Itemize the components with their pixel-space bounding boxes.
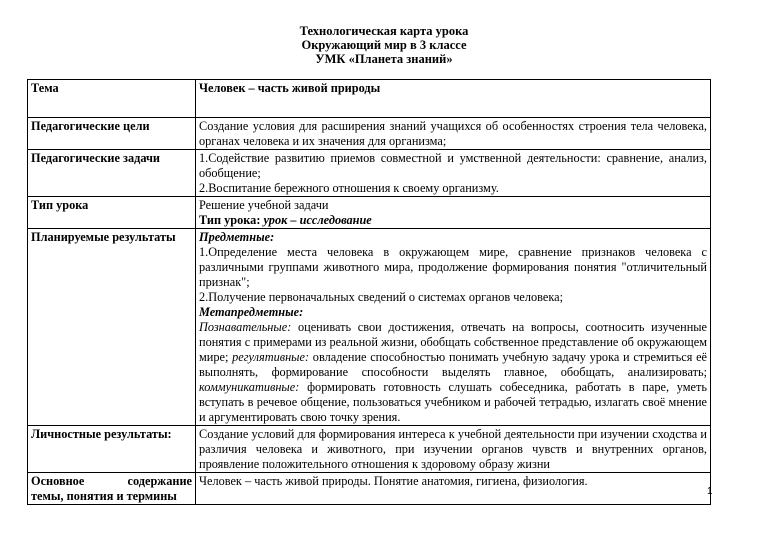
communicative-text: формировать готовность слушать собеседника, работать в паре, уметь вступать в речевое общение, пользоваться учебником и рабочей тетрадью, излагать своё мнение и аргументировать свою точку зрения. — [199, 380, 707, 424]
cognitive-label: Познавательные: — [199, 320, 292, 334]
personal-results-value: Создание условий для формирования интереса к учебной деятельности при изучении сходства и различия человека и животного, при изучении органов чувств и внутренних органов, проявление положительного отношения к здоровому образу жизни — [196, 426, 711, 473]
header-umk: УМК «Планета знаний» — [315, 52, 453, 66]
page-number: 1 — [707, 486, 713, 497]
content-label-line-1 — [31, 474, 192, 489]
cognitive-text: оценивать свои достижения, отвечать на вопросы, соотносить изученные понятия с примерами из реальной жизни, обобщать собственное представление об окружающем мире; — [199, 320, 707, 364]
topic-label: Тема — [28, 80, 196, 118]
tasks-label: Педагогические задачи — [28, 150, 196, 197]
goals-value: Создание условия для расширения знаний учащихся об особенностях строения тела человека, органах человека и их значения для организма; — [196, 118, 711, 150]
communicative-label: коммуникативные: — [199, 380, 300, 394]
meta-results-heading: Метапредметные: — [199, 305, 304, 319]
document-header — [0, 24, 768, 66]
lesson-type-kind: урок – исследование — [263, 213, 372, 227]
tasks-item-1: 1.Содействие развитию приемов совместной и умственной деятельности: сравнение, анализ, обобщение; — [199, 151, 707, 180]
content-label — [28, 473, 196, 505]
topic-value: Человек – часть живой природы — [196, 80, 711, 118]
content-label-word-2: содержание — [127, 474, 192, 488]
lesson-type-value — [196, 197, 711, 229]
table-row-personal-results — [28, 426, 711, 473]
table-row-tasks — [28, 150, 711, 197]
tasks-item-2: 2.Воспитание бережного отношения к своему организму. — [199, 181, 499, 195]
planned-results-label: Планируемые результаты — [28, 229, 196, 426]
table-row-topic — [28, 80, 711, 118]
table-row-content — [28, 473, 711, 505]
table-row-goals — [28, 118, 711, 150]
subject-results-heading: Предметные: — [199, 230, 275, 244]
tasks-value — [196, 150, 711, 197]
table-row-planned-results — [28, 229, 711, 426]
meta-results-text — [199, 320, 707, 425]
regulative-text: овладение способностью понимать учебную задачу урока и стремиться её выполнять, формирование способности выделять главное, обобщать, анализировать; — [199, 350, 708, 379]
personal-results-label: Личностные результаты: — [28, 426, 196, 473]
lesson-type-subtitle: Тип урока: — [199, 213, 261, 227]
table-row-lesson-type — [28, 197, 711, 229]
planned-results-value — [196, 229, 711, 426]
header-subject: Окружающий мир в 3 классе — [301, 38, 467, 52]
subject-result-1: 1.Определение места человека в окружающем мире, сравнение признаков человека с различными группами животного мира, продолжение формирования понятия "отличительный признак"; — [199, 245, 707, 289]
content-label-word-1: Основное — [31, 474, 85, 488]
lesson-type-line-2 — [199, 213, 707, 228]
lesson-type-line-1: Решение учебной задачи — [199, 198, 329, 212]
content-value: Человек – часть живой природы. Понятие анатомия, гигиена, физиология. — [196, 473, 711, 505]
subject-result-2: 2.Получение первоначальных сведений о системах органов человека; — [199, 290, 564, 304]
goals-label: Педагогические цели — [28, 118, 196, 150]
lesson-card-table — [27, 79, 711, 505]
regulative-label: регулятивные: — [232, 350, 310, 364]
content-label-line-2: темы, понятия и термины — [31, 489, 177, 503]
lesson-type-label: Тип урока — [28, 197, 196, 229]
header-title: Технологическая карта урока — [299, 24, 469, 38]
